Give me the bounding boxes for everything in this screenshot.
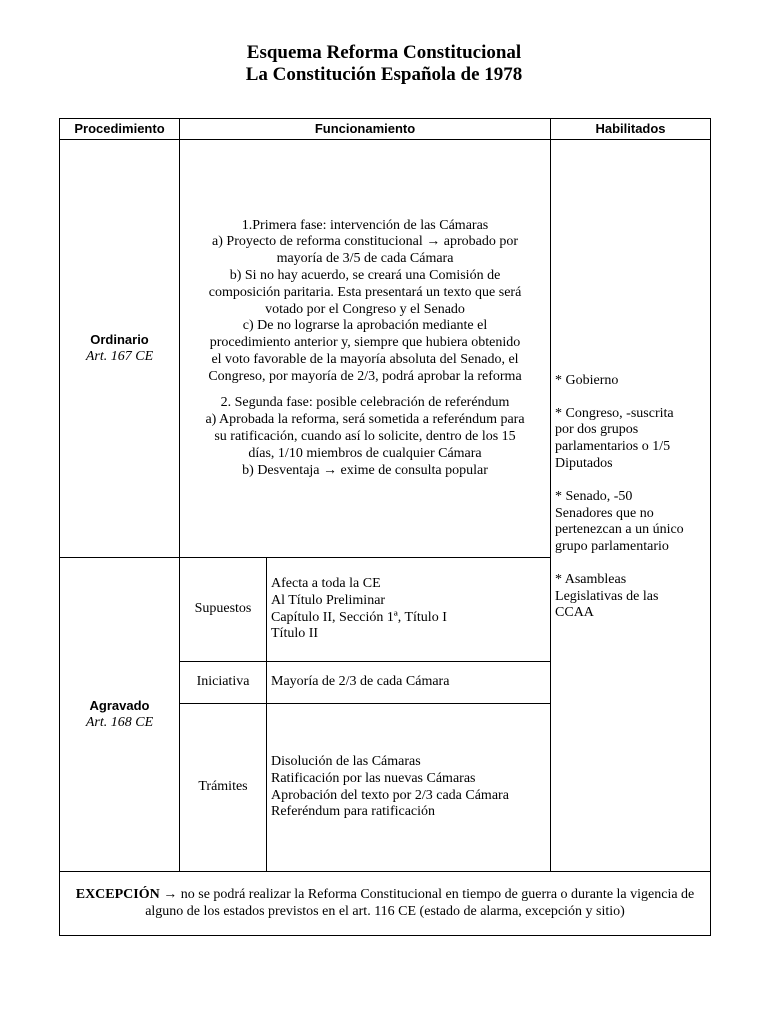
iniciativa-label: Iniciativa [180,662,267,704]
supuestos-label: Supuestos [180,558,267,662]
habilitado-line: Legislativas de las [555,588,659,604]
ordinario-funcionamiento [180,140,551,558]
phase1-line: mayoría de 3/5 de cada Cámara [276,251,454,267]
phase1-line: el voto favorable de la mayoría absoluta del Senado, el [211,351,519,367]
phase1-line: procedimiento anterior y, siempre que hubiera obtenido [209,335,521,351]
reform-scheme-table [59,118,711,936]
phase2-line: b) Desventaja → exime de consulta popular [242,462,488,478]
excepcion-text: no se podrá realizar la Reforma Constitucional en tiempo de guerra o durante la vigencia de alguno de los estados previstos en el art. 116 CE (estado de alarma, excepción y sitio) [145,886,695,919]
habilitado-line: grupo parlamentario [555,539,669,555]
header-funcionamiento: Funcionamiento [180,119,551,140]
habilitado-line: CCAA [555,605,594,621]
phase2-line: días, 1/10 miembros de cualquier Cámara [248,445,482,461]
ordinario-cell [60,140,180,558]
habilitado-congreso [555,406,706,473]
habilitado-line: parlamentarios o 1/5 [555,439,671,455]
ordinario-name: Ordinario [90,331,149,347]
tramite-line: Disolución de las Cámaras [271,753,421,769]
phase1-line: votado por el Congreso y el Senado [265,301,465,317]
habilitado-asambleas [555,572,706,622]
habilitado-gobierno [555,373,706,390]
habilitado-line: * Asambleas [555,571,627,587]
supuesto-line: Capítulo II, Sección 1ª, Título I [271,609,447,625]
ordinario-row [60,140,711,558]
tramites-content [267,704,551,872]
title-line-2: La Constitución Española de 1978 [245,64,523,85]
excepcion-label: EXCEPCIÓN → [75,886,178,902]
tramites-label: Trámites [180,704,267,872]
supuesto-line: Afecta a toda la CE [271,575,381,591]
header-habilitados: Habilitados [551,119,711,140]
phase2-line: a) Aprobada la reforma, será sometida a referéndum para [205,412,525,428]
header-procedimiento: Procedimiento [60,119,180,140]
excepcion-cell [60,872,711,936]
habilitado-line: Diputados [555,455,613,471]
phase1-line: 1.Primera fase: intervención de las Cámaras [241,217,489,233]
iniciativa-content: Mayoría de 2/3 de cada Cámara [267,662,551,704]
phase1-line: composición paritaria. Esta presentará un texto que será [208,284,522,300]
habilitado-line: pertenezcan a un único [555,522,684,538]
phase-spacer [184,385,546,395]
agravado-cell [60,558,180,872]
phase2-line: su ratificación, cuando así lo solicite, dentro de los 15 [214,429,516,445]
habilitado-line: * Congreso, -suscrita [555,405,674,421]
title-line-1: Esquema Reforma Constitucional [246,42,522,63]
agravado-article: Art. 168 CE [85,714,154,730]
phase1-line: c) De no lograrse la aprobación mediante el [242,318,488,334]
supuesto-line: Título II [271,626,319,642]
phase1-line: b) Si no hay acuerdo, se creará una Comisión de [229,267,501,283]
habilitado-line: por dos grupos [555,422,639,438]
habilitado-line: Senadores que no [555,505,654,521]
habilitado-line: * Gobierno [555,372,619,388]
supuesto-line: Al Título Preliminar [271,592,386,608]
tramite-line: Aprobación del texto por 2/3 cada Cámara [271,787,509,803]
ordinario-article: Art. 167 CE [85,348,154,364]
habilitado-senado [555,489,706,556]
supuestos-content [267,558,551,662]
tramite-line: Referéndum para ratificación [271,804,436,820]
document-title [0,42,768,86]
header-row [60,119,711,140]
habilitados-cell [551,140,711,872]
phase2-block [184,395,546,479]
phase2-line: 2. Segunda fase: posible celebración de referéndum [220,395,510,411]
phase1-block [184,218,546,386]
excepcion-row [60,872,711,936]
tramite-line: Ratificación por las nuevas Cámaras [271,770,476,786]
agravado-name: Agravado [89,697,150,713]
phase1-line: Congreso, por mayoría de 2/3, podrá aprobar la reforma [208,368,522,384]
phase1-line: a) Proyecto de reforma constitucional → aprobado por [212,234,518,250]
habilitado-line: * Senado, -50 [555,488,633,504]
